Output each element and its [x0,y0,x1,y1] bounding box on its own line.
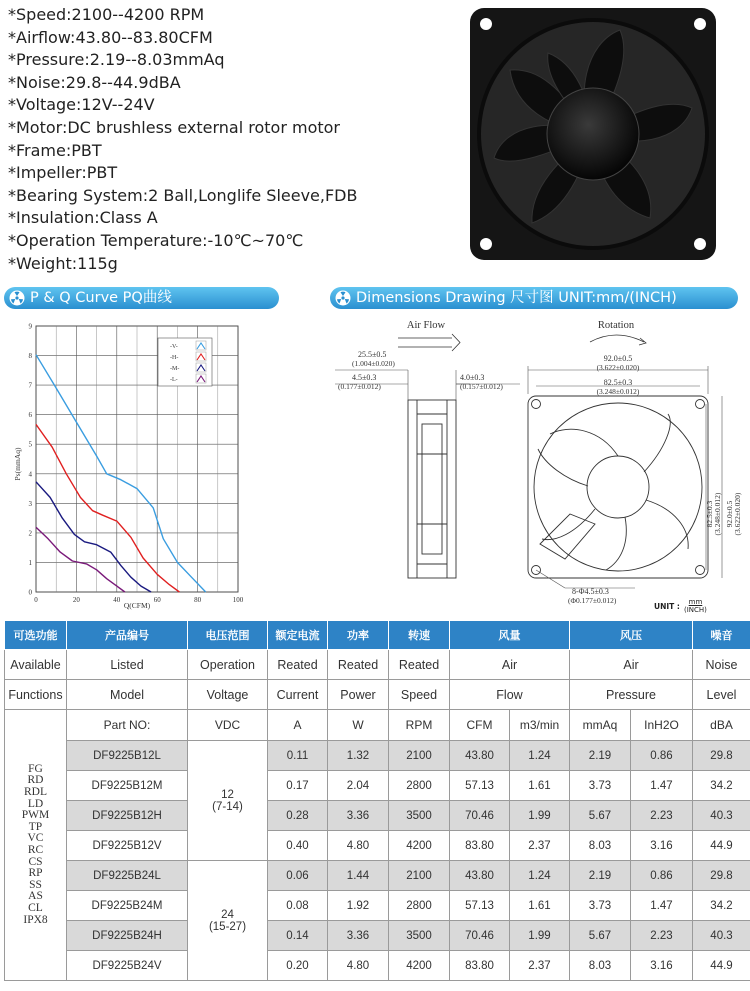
header-cell: Power [328,680,389,710]
header-cell: Reated [389,650,450,680]
air-flow-label: Air Flow [406,320,446,331]
table-cell: 8.03 [570,831,631,861]
table-cell: DF9225B24H [67,921,188,951]
spec-list [8,4,357,275]
header-cell: Level [693,680,750,710]
table-cell: 34.2 [693,891,750,921]
table-header-row [5,650,750,680]
voltage-value: 12 [221,788,234,801]
table-cell: 1.99 [510,801,570,831]
table-row [5,801,750,831]
x-tick-label: 40 [113,596,121,604]
function-item: LD [27,797,44,810]
fan-icon [9,290,25,306]
y-tick-label: 5 [28,440,32,449]
rotation-label: Rotation [597,320,635,331]
chart-series [36,355,206,592]
table-cell: 1.24 [510,741,570,771]
dimensions-drawing [310,314,750,614]
table-cell: 5.67 [570,921,631,951]
table-cell: 57.13 [450,891,510,921]
header-cell: Model [67,680,188,710]
table-cell: 0.86 [631,741,693,771]
unit-cell: m3/min [510,710,570,741]
table-cell: 1.99 [510,921,570,951]
table-row [5,771,750,801]
functions-cell [5,710,67,981]
table-cell: 3500 [389,801,450,831]
x-tick-label: 80 [194,596,202,604]
table-cell: 1.61 [510,771,570,801]
spec-item: *Bearing System:2 Ball,Longlife Sleeve,FDB [8,185,358,205]
table-cell: 0.20 [268,951,328,981]
unit-label: UNIT : [654,602,680,611]
table-cell: DF9225B12V [67,831,188,861]
table-cell: 2.37 [510,951,570,981]
table-cell: 70.46 [450,921,510,951]
header-cell: Air [570,650,693,680]
y-tick-label: 8 [28,352,32,361]
table-cell: 3.73 [570,771,631,801]
table-cell: 83.80 [450,831,510,861]
spec-item: *Weight:115g [8,253,118,273]
unit-cell: RPM [389,710,450,741]
function-item: RC [27,844,44,856]
hole-pitch-dim: 82.5±0.3 [603,378,633,387]
table-cell: 3.36 [328,801,389,831]
table-cell: 44.9 [693,951,750,981]
voltage-group-cell [188,741,268,861]
table-row [5,741,750,771]
legend-label: -L- [170,377,178,383]
table-cell: 0.17 [268,771,328,801]
function-item: CL [28,901,43,914]
fan-icon [335,290,351,306]
table-cell: 2.23 [631,921,693,951]
header-cell: 转速 [389,621,450,650]
y-tick-label: 0 [28,588,32,597]
thickness-dim: 25.5±0.5 [358,350,387,359]
table-cell: 70.46 [450,801,510,831]
spec-item: *Operation Temperature:-10℃~70℃ [8,230,304,250]
series-line-l [36,527,125,592]
table-cell: 43.80 [450,861,510,891]
table-cell: 1.47 [631,891,693,921]
unit-cell: A [268,710,328,741]
dimensions-title: Dimensions Drawing 尺寸图 UNIT:mm/(INCH) [356,290,677,306]
unit-note [684,598,707,614]
flange-right-dim-inch: (0.157±0.012) [460,382,503,391]
table-cell: 1.44 [328,861,389,891]
table-header-row [5,680,750,710]
x-tick-label: 0 [34,596,38,604]
legend-label: -H- [170,355,179,361]
holes-dim: 8-Φ4.5±0.3 [572,587,609,596]
table-header-cn [5,621,750,650]
header-cell: Reated [328,650,389,680]
unit-cell: CFM [450,710,510,741]
width-dim: 92.0±0.5 [603,354,633,363]
spec-item: *Voltage:12V--24V [8,95,155,115]
unit-cell: Part NO: [67,710,188,741]
table-cell: 0.08 [268,891,328,921]
table-cell: 4.80 [328,831,389,861]
y-tick-label: 4 [28,470,32,479]
function-item: IPX8 [23,913,48,926]
spec-item: *Insulation:Class A [8,208,158,228]
height-pitch-dim-inch: (3.248±0.012) [713,492,722,536]
table-cell: 3500 [389,921,450,951]
series-line-m [36,482,151,592]
height-pitch-dim: 82.5±0.3 [705,500,714,528]
function-item: RD [27,774,44,787]
voltage-value: 24 [221,908,234,921]
legend-label: -V- [170,344,178,350]
spec-item: *Motor:DC brushless external rotor motor [8,117,340,137]
table-cell: 4200 [389,951,450,981]
table-cell: 0.40 [268,831,328,861]
fan-photo [470,8,716,260]
table-cell: DF9225B12H [67,801,188,831]
table-cell: 3.73 [570,891,631,921]
pq-curve-banner [4,287,279,309]
spec-item: *Noise:29.8--44.9dBA [8,72,181,92]
function-item: RDL [24,786,47,799]
table-row [5,891,750,921]
front-view [528,396,708,578]
x-axis-label: Q(CFM) [123,601,151,610]
pq-curve-title: P & Q Curve PQ曲线 [30,290,172,306]
table-cell: 4200 [389,831,450,861]
height-dim-inch: (3.622±0.020) [733,492,742,536]
table-cell: 83.80 [450,951,510,981]
header-cell: Functions [5,680,67,710]
height-dim: 92.0±0.5 [725,500,734,528]
function-item: RP [28,867,43,880]
unit-mm: mm [688,598,703,606]
header-cell: Pressure [570,680,693,710]
rotation-arrow [590,335,644,342]
header-cell: Current [268,680,328,710]
table-cell: 3.16 [631,951,693,981]
table-cell: 0.28 [268,801,328,831]
air-flow-arrow [398,334,460,351]
function-item: CS [28,855,43,868]
table-row [5,861,750,891]
table-cell: DF9225B24L [67,861,188,891]
table-cell: 57.13 [450,771,510,801]
functions-list [5,764,66,926]
header-cell: 风量 [450,621,570,650]
table-cell: 2.37 [510,831,570,861]
y-tick-label: 2 [28,529,32,538]
series-line-h [36,424,179,592]
header-cell: 产品编号 [67,621,188,650]
spec-item: *Airflow:43.80--83.80CFM [8,27,213,47]
table-cell: 8.03 [570,951,631,981]
hole-pitch-dim-inch: (3.248±0.012) [596,387,640,396]
header-cell: Flow [450,680,570,710]
table-cell: DF9225B24M [67,891,188,921]
table-cell: 1.32 [328,741,389,771]
function-item: SS [29,878,42,891]
flange-right-dim: 4.0±0.3 [460,373,485,382]
header-cell: 风压 [570,621,693,650]
table-cell: 2.04 [328,771,389,801]
table-cell: 1.92 [328,891,389,921]
spec-table [4,620,750,981]
x-tick-label: 60 [153,596,161,604]
y-axis-label: Ps(mmAq) [13,447,22,481]
header-cell: Noise [693,650,750,680]
table-row [5,921,750,951]
header-cell: Voltage [188,680,268,710]
table-cell: 40.3 [693,921,750,951]
side-view [408,400,456,578]
y-tick-label: 6 [28,411,32,420]
y-tick-label: 1 [28,558,32,567]
table-cell: 0.14 [268,921,328,951]
unit-inch: (INCH) [684,606,707,614]
header-cell: 功率 [328,621,389,650]
holes-dim-inch: (Φ0.177±0.012) [568,596,617,605]
table-cell: 1.61 [510,891,570,921]
header-cell: Operation [188,650,268,680]
unit-cell: mmAq [570,710,631,741]
table-cell: 1.47 [631,771,693,801]
y-tick-label: 3 [28,499,32,508]
flange-left-dim-inch: (0.177±0.012) [338,382,381,391]
table-cell: 1.24 [510,861,570,891]
dimensions-banner [330,287,738,309]
spec-item: *Speed:2100--4200 RPM [8,5,205,24]
pq-curve-chart [0,314,250,612]
table-cell: DF9225B24V [67,951,188,981]
legend-label: -M- [170,366,180,372]
function-item: PWM [21,809,50,822]
thickness-dim-inch: (1.004±0.020) [352,359,395,368]
voltage-range: (15-27) [208,920,247,933]
table-cell: 43.80 [450,741,510,771]
unit-cell: W [328,710,389,741]
function-item: FG [28,762,43,775]
chart-legend [158,338,212,386]
header-cell: 电压范围 [188,621,268,650]
table-cell: 2100 [389,741,450,771]
spec-item: *Pressure:2.19--8.03mmAq [8,50,225,70]
function-item: AS [28,890,43,903]
table-units-row [5,710,750,741]
header-cell: Speed [389,680,450,710]
unit-cell: VDC [188,710,268,741]
table-cell: 3.16 [631,831,693,861]
unit-cell: InH2O [631,710,693,741]
table-cell: 4.80 [328,951,389,981]
header-cell: Reated [268,650,328,680]
table-cell: 2.23 [631,801,693,831]
spec-item: *Frame:PBT [8,140,102,160]
x-tick-label: 20 [72,596,80,604]
table-cell: 2800 [389,891,450,921]
table-cell: 40.3 [693,801,750,831]
table-row [5,951,750,981]
voltage-group-cell [188,861,268,981]
header-cell: Listed [67,650,188,680]
function-item: TP [28,820,43,833]
table-cell: 2800 [389,771,450,801]
x-tick-label: 100 [232,596,244,604]
table-cell: 34.2 [693,771,750,801]
table-cell: 2.19 [570,861,631,891]
unit-cell: dBA [693,710,750,741]
table-cell: 0.86 [631,861,693,891]
y-tick-label: 9 [28,322,32,331]
table-cell: 29.8 [693,861,750,891]
table-cell: 2100 [389,861,450,891]
header-cell: 额定电流 [268,621,328,650]
table-cell: DF9225B12L [67,741,188,771]
table-cell: 5.67 [570,801,631,831]
header-cell: Available [5,650,67,680]
header-cell: 可选功能 [5,621,67,650]
table-cell: 0.06 [268,861,328,891]
table-cell: 44.9 [693,831,750,861]
table-cell: 2.19 [570,741,631,771]
flange-left-dim: 4.5±0.3 [352,373,377,382]
width-dim-inch: (3.622±0.020) [596,363,640,372]
table-cell: 3.36 [328,921,389,951]
voltage-range: (7-14) [212,800,243,813]
table-cell: 29.8 [693,741,750,771]
spec-item: *Impeller:PBT [8,163,118,183]
table-cell: 0.11 [268,741,328,771]
table-cell: DF9225B12M [67,771,188,801]
series-line-v [36,355,206,592]
table-row [5,831,750,861]
function-item: VC [27,832,44,845]
header-cell: Air [450,650,570,680]
y-tick-label: 7 [28,381,32,390]
header-cell: 噪音 [693,621,750,650]
